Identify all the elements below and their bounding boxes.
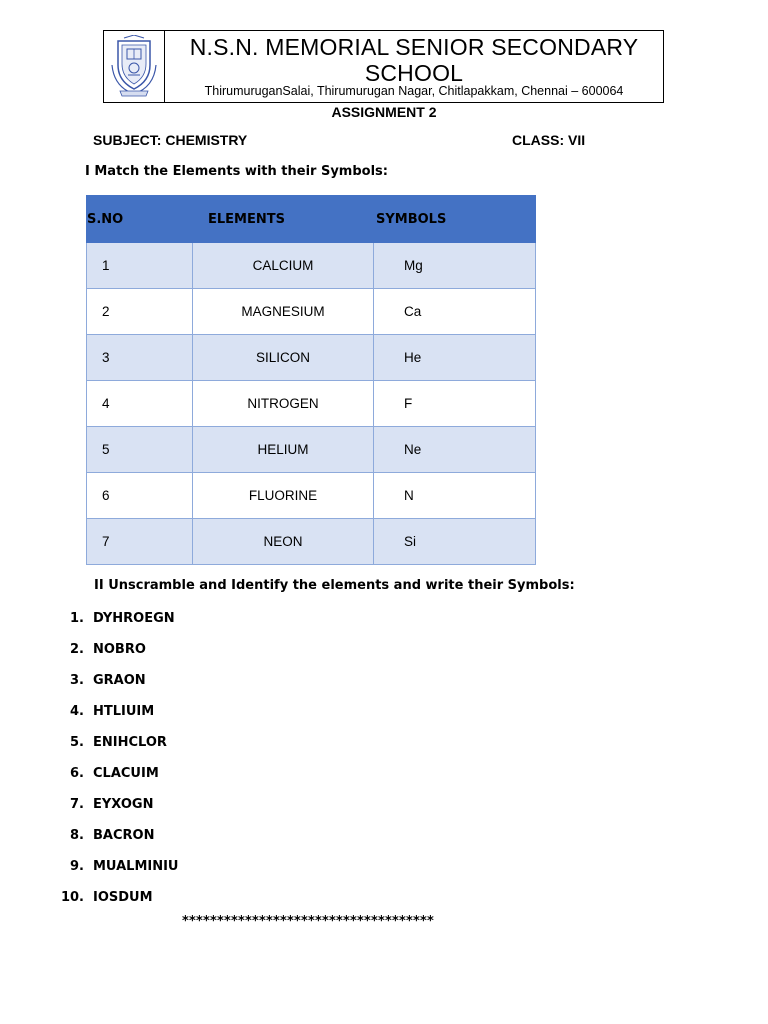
scrambled-word: CLACUIM [93, 766, 159, 781]
class-label: CLASS: VII [512, 132, 586, 148]
list-item [0, 820, 400, 851]
cell-element: SILICON [193, 335, 374, 381]
scrambled-word: ENIHCLOR [93, 735, 167, 750]
logo-cell [104, 31, 165, 102]
cell-symbol: Ne [374, 427, 536, 473]
list-item [0, 665, 400, 696]
cell-symbol: Si [374, 519, 536, 565]
cell-sno: 1 [87, 243, 193, 289]
cell-sno: 2 [87, 289, 193, 335]
school-crest-icon [110, 35, 158, 97]
item-number: 6. [70, 766, 84, 781]
column-header-elements: ELEMENTS [193, 196, 374, 243]
item-number: 3. [70, 673, 84, 688]
list-item [0, 727, 400, 758]
item-number: 2. [70, 642, 84, 657]
cell-element: HELIUM [193, 427, 374, 473]
list-item [0, 696, 400, 727]
cell-sno: 5 [87, 427, 193, 473]
cell-sno: 7 [87, 519, 193, 565]
cell-symbol: N [374, 473, 536, 519]
cell-sno: 3 [87, 335, 193, 381]
item-number: 8. [70, 828, 84, 843]
scrambled-word: EYXOGN [93, 797, 154, 812]
item-number: 5. [70, 735, 84, 750]
unscramble-list [0, 603, 400, 913]
scrambled-word: DYHROEGN [93, 611, 175, 626]
list-item [0, 851, 400, 882]
school-header [103, 30, 664, 103]
scrambled-word: IOSDUM [93, 890, 153, 905]
cell-element: FLUORINE [193, 473, 374, 519]
school-name: N.S.N. MEMORIAL SENIOR SECONDARY SCHOOL [189, 34, 639, 86]
table-row [87, 427, 536, 473]
list-item [0, 789, 400, 820]
cell-symbol: He [374, 335, 536, 381]
list-item [0, 634, 400, 665]
cell-element: NITROGEN [193, 381, 374, 427]
table-row [87, 381, 536, 427]
scrambled-word: BACRON [93, 828, 155, 843]
cell-element: MAGNESIUM [193, 289, 374, 335]
column-header-sno: S.NO [87, 196, 193, 243]
column-header-symbols: SYMBOLS [374, 196, 536, 243]
cell-symbol: F [374, 381, 536, 427]
scrambled-word: HTLIUIM [93, 704, 155, 719]
table-row [87, 519, 536, 565]
subject-label: SUBJECT: CHEMISTRY [93, 132, 248, 148]
section2-heading: II Unscramble and Identify the elements and write their Symbols: [94, 578, 575, 593]
table-row [87, 473, 536, 519]
list-item [0, 882, 400, 913]
table-row [87, 289, 536, 335]
table-row [87, 335, 536, 381]
table-header-row [87, 196, 536, 243]
cell-sno: 4 [87, 381, 193, 427]
list-item [0, 603, 400, 634]
item-number: 7. [70, 797, 84, 812]
footer-stars: ************************************ [182, 914, 434, 929]
scrambled-word: MUALMINIU [93, 859, 179, 874]
cell-element: CALCIUM [193, 243, 374, 289]
assignment-title: ASSIGNMENT 2 [331, 104, 437, 120]
section1-heading: I Match the Elements with their Symbols: [85, 164, 388, 179]
list-item [0, 758, 400, 789]
cell-element: NEON [193, 519, 374, 565]
scrambled-word: GRAON [93, 673, 146, 688]
cell-symbol: Mg [374, 243, 536, 289]
scrambled-word: NOBRO [93, 642, 146, 657]
cell-symbol: Ca [374, 289, 536, 335]
cell-sno: 6 [87, 473, 193, 519]
item-number: 1. [70, 611, 84, 626]
school-address: ThirumuruganSalai, Thirumurugan Nagar, Chitlapakkam, Chennai – 600064 [204, 84, 624, 98]
table-row [87, 243, 536, 289]
item-number: 4. [70, 704, 84, 719]
item-number: 10. [60, 890, 84, 905]
item-number: 9. [70, 859, 84, 874]
match-table [86, 195, 536, 565]
